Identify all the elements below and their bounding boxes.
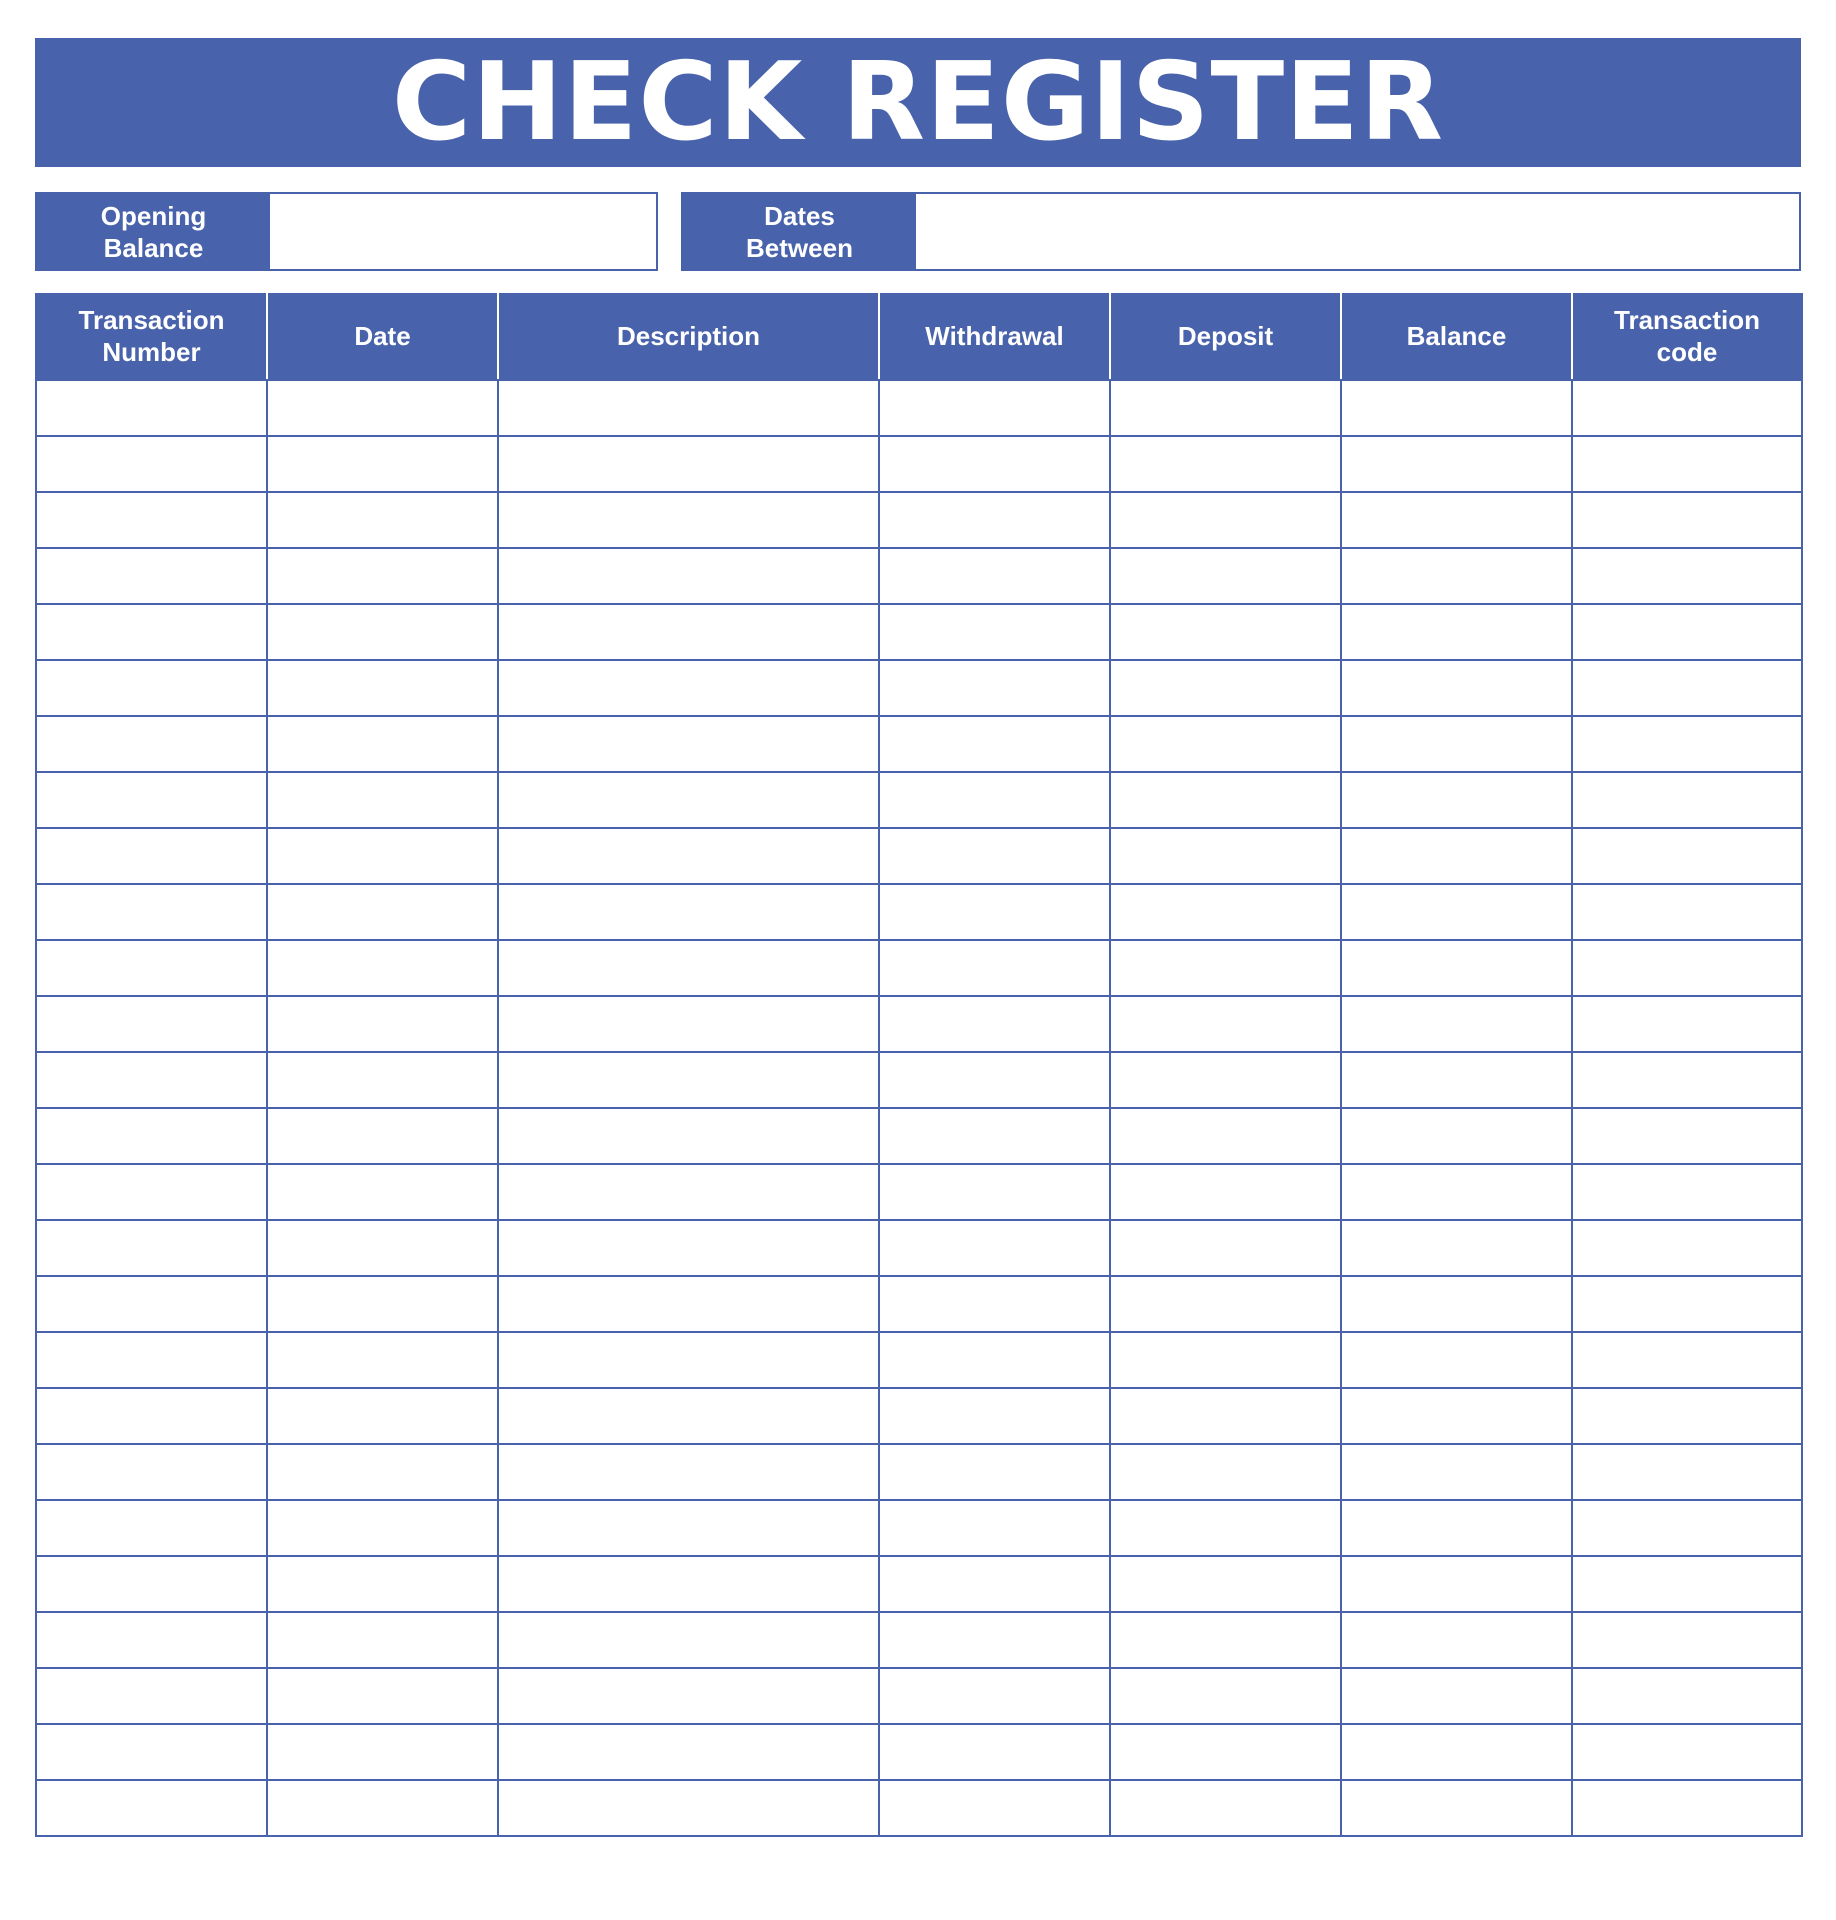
cell-withdrawal[interactable] (879, 1276, 1110, 1332)
cell-date[interactable] (267, 828, 498, 884)
cell-withdrawal[interactable] (879, 436, 1110, 492)
cell-balance[interactable] (1341, 884, 1572, 940)
dates-between-box (681, 192, 1801, 271)
table-row (36, 1780, 1802, 1836)
cell-date[interactable] (267, 1668, 498, 1724)
cell-balance[interactable] (1341, 828, 1572, 884)
opening-balance-label: Opening Balance (37, 194, 270, 269)
cell-withdrawal[interactable] (879, 1164, 1110, 1220)
table-row (36, 996, 1802, 1052)
cell-transaction-code[interactable] (1572, 1612, 1802, 1668)
cell-transaction-code[interactable] (1572, 660, 1802, 716)
table-row (36, 772, 1802, 828)
table-row (36, 1444, 1802, 1500)
cell-withdrawal[interactable] (879, 1780, 1110, 1836)
cell-date[interactable] (267, 1444, 498, 1500)
opening-balance-box (35, 192, 658, 271)
cell-description[interactable] (498, 1500, 879, 1556)
cell-description[interactable] (498, 716, 879, 772)
cell-withdrawal[interactable] (879, 1724, 1110, 1780)
cell-balance[interactable] (1341, 1612, 1572, 1668)
cell-date[interactable] (267, 1556, 498, 1612)
table-row (36, 828, 1802, 884)
cell-date[interactable] (267, 716, 498, 772)
cell-description[interactable] (498, 1444, 879, 1500)
cell-description[interactable] (498, 772, 879, 828)
cell-transaction-code[interactable] (1572, 1164, 1802, 1220)
cell-date[interactable] (267, 1276, 498, 1332)
cell-date[interactable] (267, 1780, 498, 1836)
table-row (36, 1164, 1802, 1220)
cell-balance[interactable] (1341, 548, 1572, 604)
cell-description[interactable] (498, 436, 879, 492)
cell-transaction-code[interactable] (1572, 996, 1802, 1052)
cell-deposit[interactable] (1110, 1276, 1341, 1332)
cell-transaction-code[interactable] (1572, 1444, 1802, 1500)
table-row (36, 1388, 1802, 1444)
page-title: CHECK REGISTER (391, 39, 1445, 165)
cell-balance[interactable] (1341, 1220, 1572, 1276)
cell-date[interactable] (267, 604, 498, 660)
cell-deposit[interactable] (1110, 1668, 1341, 1724)
table-row (36, 884, 1802, 940)
cell-balance[interactable] (1341, 1052, 1572, 1108)
cell-transaction-number[interactable] (36, 996, 267, 1052)
cell-transaction-number[interactable] (36, 1668, 267, 1724)
cell-deposit[interactable] (1110, 1724, 1341, 1780)
cell-deposit[interactable] (1110, 380, 1341, 436)
cell-date[interactable] (267, 380, 498, 436)
table-row (36, 940, 1802, 996)
cell-date[interactable] (267, 1612, 498, 1668)
table-row (36, 1500, 1802, 1556)
cell-description[interactable] (498, 996, 879, 1052)
cell-balance[interactable] (1341, 1388, 1572, 1444)
cell-transaction-code[interactable] (1572, 1108, 1802, 1164)
cell-description[interactable] (498, 1780, 879, 1836)
cell-transaction-number[interactable] (36, 1388, 267, 1444)
cell-withdrawal[interactable] (879, 380, 1110, 436)
cell-description[interactable] (498, 828, 879, 884)
cell-transaction-number[interactable] (36, 604, 267, 660)
cell-description[interactable] (498, 548, 879, 604)
cell-transaction-code[interactable] (1572, 604, 1802, 660)
cell-withdrawal[interactable] (879, 1444, 1110, 1500)
dates-between-field[interactable] (916, 194, 1799, 269)
cell-balance[interactable] (1341, 1444, 1572, 1500)
cell-deposit[interactable] (1110, 492, 1341, 548)
cell-deposit[interactable] (1110, 436, 1341, 492)
cell-transaction-code[interactable] (1572, 828, 1802, 884)
register-body (36, 380, 1802, 1836)
cell-deposit[interactable] (1110, 716, 1341, 772)
cell-transaction-number[interactable] (36, 1444, 267, 1500)
cell-transaction-code[interactable] (1572, 884, 1802, 940)
table-row (36, 1276, 1802, 1332)
cell-description[interactable] (498, 1052, 879, 1108)
cell-date[interactable] (267, 1052, 498, 1108)
cell-deposit[interactable] (1110, 996, 1341, 1052)
table-row (36, 1052, 1802, 1108)
cell-balance[interactable] (1341, 1500, 1572, 1556)
cell-transaction-number[interactable] (36, 436, 267, 492)
table-row (36, 1668, 1802, 1724)
cell-transaction-code[interactable] (1572, 1556, 1802, 1612)
cell-transaction-code[interactable] (1572, 380, 1802, 436)
cell-transaction-number[interactable] (36, 1164, 267, 1220)
cell-transaction-number[interactable] (36, 828, 267, 884)
cell-transaction-code[interactable] (1572, 716, 1802, 772)
cell-description[interactable] (498, 380, 879, 436)
register-table (35, 293, 1803, 1837)
cell-deposit[interactable] (1110, 1612, 1341, 1668)
cell-balance[interactable] (1341, 604, 1572, 660)
cell-description[interactable] (498, 660, 879, 716)
cell-transaction-code[interactable] (1572, 1724, 1802, 1780)
table-row (36, 660, 1802, 716)
cell-transaction-number[interactable] (36, 548, 267, 604)
cell-balance[interactable] (1341, 492, 1572, 548)
cell-transaction-code[interactable] (1572, 1052, 1802, 1108)
cell-withdrawal[interactable] (879, 1556, 1110, 1612)
cell-balance[interactable] (1341, 716, 1572, 772)
cell-withdrawal[interactable] (879, 1108, 1110, 1164)
cell-transaction-code[interactable] (1572, 1500, 1802, 1556)
cell-balance[interactable] (1341, 940, 1572, 996)
table-row (36, 1220, 1802, 1276)
cell-transaction-number[interactable] (36, 1052, 267, 1108)
cell-withdrawal[interactable] (879, 716, 1110, 772)
cell-date[interactable] (267, 1388, 498, 1444)
cell-deposit[interactable] (1110, 1220, 1341, 1276)
cell-transaction-number[interactable] (36, 1500, 267, 1556)
cell-description[interactable] (498, 1220, 879, 1276)
cell-description[interactable] (498, 940, 879, 996)
table-row (36, 492, 1802, 548)
cell-transaction-number[interactable] (36, 1780, 267, 1836)
cell-deposit[interactable] (1110, 1052, 1341, 1108)
table-row (36, 436, 1802, 492)
column-header-description: Description (498, 293, 879, 380)
cell-date[interactable] (267, 1500, 498, 1556)
cell-transaction-number[interactable] (36, 380, 267, 436)
cell-transaction-code[interactable] (1572, 548, 1802, 604)
cell-withdrawal[interactable] (879, 492, 1110, 548)
cell-deposit[interactable] (1110, 1164, 1341, 1220)
table-row (36, 604, 1802, 660)
cell-date[interactable] (267, 1164, 498, 1220)
cell-transaction-code[interactable] (1572, 940, 1802, 996)
cell-description[interactable] (498, 604, 879, 660)
column-header-transaction-code: Transaction code (1572, 293, 1802, 380)
cell-deposit[interactable] (1110, 548, 1341, 604)
cell-withdrawal[interactable] (879, 772, 1110, 828)
cell-description[interactable] (498, 1332, 879, 1388)
cell-transaction-number[interactable] (36, 1724, 267, 1780)
cell-transaction-number[interactable] (36, 660, 267, 716)
cell-balance[interactable] (1341, 1780, 1572, 1836)
cell-transaction-number[interactable] (36, 716, 267, 772)
cell-withdrawal[interactable] (879, 1500, 1110, 1556)
cell-balance[interactable] (1341, 1276, 1572, 1332)
cell-description[interactable] (498, 492, 879, 548)
cell-transaction-number[interactable] (36, 1220, 267, 1276)
cell-withdrawal[interactable] (879, 604, 1110, 660)
cell-deposit[interactable] (1110, 1332, 1341, 1388)
cell-transaction-number[interactable] (36, 492, 267, 548)
cell-description[interactable] (498, 1164, 879, 1220)
cell-date[interactable] (267, 1220, 498, 1276)
cell-withdrawal[interactable] (879, 660, 1110, 716)
cell-transaction-code[interactable] (1572, 436, 1802, 492)
cell-withdrawal[interactable] (879, 1668, 1110, 1724)
dates-between-label: Dates Between (683, 194, 916, 269)
column-header-balance: Balance (1341, 293, 1572, 380)
cell-balance[interactable] (1341, 436, 1572, 492)
cell-balance[interactable] (1341, 1164, 1572, 1220)
cell-transaction-number[interactable] (36, 772, 267, 828)
cell-transaction-code[interactable] (1572, 1220, 1802, 1276)
cell-balance[interactable] (1341, 1556, 1572, 1612)
cell-date[interactable] (267, 436, 498, 492)
cell-transaction-code[interactable] (1572, 1276, 1802, 1332)
cell-deposit[interactable] (1110, 1556, 1341, 1612)
cell-withdrawal[interactable] (879, 1612, 1110, 1668)
cell-transaction-code[interactable] (1572, 1332, 1802, 1388)
cell-deposit[interactable] (1110, 604, 1341, 660)
cell-deposit[interactable] (1110, 1444, 1341, 1500)
cell-withdrawal[interactable] (879, 1052, 1110, 1108)
cell-date[interactable] (267, 1724, 498, 1780)
cell-balance[interactable] (1341, 996, 1572, 1052)
cell-deposit[interactable] (1110, 772, 1341, 828)
cell-withdrawal[interactable] (879, 1332, 1110, 1388)
cell-transaction-number[interactable] (36, 1332, 267, 1388)
cell-transaction-code[interactable] (1572, 1388, 1802, 1444)
cell-description[interactable] (498, 1668, 879, 1724)
table-row (36, 716, 1802, 772)
cell-withdrawal[interactable] (879, 1220, 1110, 1276)
table-row (36, 1724, 1802, 1780)
cell-balance[interactable] (1341, 1668, 1572, 1724)
table-row (36, 1612, 1802, 1668)
cell-description[interactable] (498, 1388, 879, 1444)
cell-transaction-code[interactable] (1572, 1780, 1802, 1836)
cell-deposit[interactable] (1110, 940, 1341, 996)
cell-transaction-number[interactable] (36, 1556, 267, 1612)
cell-withdrawal[interactable] (879, 548, 1110, 604)
cell-transaction-code[interactable] (1572, 492, 1802, 548)
cell-date[interactable] (267, 940, 498, 996)
cell-date[interactable] (267, 996, 498, 1052)
cell-transaction-number[interactable] (36, 940, 267, 996)
cell-balance[interactable] (1341, 772, 1572, 828)
cell-date[interactable] (267, 492, 498, 548)
cell-deposit[interactable] (1110, 828, 1341, 884)
cell-description[interactable] (498, 884, 879, 940)
cell-balance[interactable] (1341, 1332, 1572, 1388)
cell-balance[interactable] (1341, 1724, 1572, 1780)
cell-date[interactable] (267, 1108, 498, 1164)
column-header-withdrawal: Withdrawal (879, 293, 1110, 380)
cell-deposit[interactable] (1110, 1780, 1341, 1836)
cell-description[interactable] (498, 1276, 879, 1332)
cell-deposit[interactable] (1110, 1500, 1341, 1556)
table-row (36, 1108, 1802, 1164)
cell-transaction-code[interactable] (1572, 1668, 1802, 1724)
cell-description[interactable] (498, 1556, 879, 1612)
column-header-date: Date (267, 293, 498, 380)
cell-deposit[interactable] (1110, 884, 1341, 940)
table-row (36, 380, 1802, 436)
table-header-row (36, 293, 1802, 380)
cell-transaction-number[interactable] (36, 1612, 267, 1668)
cell-description[interactable] (498, 1108, 879, 1164)
table-row (36, 1332, 1802, 1388)
cell-transaction-code[interactable] (1572, 772, 1802, 828)
cell-balance[interactable] (1341, 1108, 1572, 1164)
cell-date[interactable] (267, 660, 498, 716)
table-row (36, 1556, 1802, 1612)
cell-transaction-number[interactable] (36, 1276, 267, 1332)
cell-withdrawal[interactable] (879, 1388, 1110, 1444)
cell-description[interactable] (498, 1724, 879, 1780)
cell-balance[interactable] (1341, 380, 1572, 436)
column-header-transaction-number: Transaction Number (36, 293, 267, 380)
cell-date[interactable] (267, 1332, 498, 1388)
table-row (36, 548, 1802, 604)
cell-withdrawal[interactable] (879, 828, 1110, 884)
cell-deposit[interactable] (1110, 1388, 1341, 1444)
cell-date[interactable] (267, 772, 498, 828)
opening-balance-field[interactable] (270, 194, 656, 269)
cell-date[interactable] (267, 884, 498, 940)
cell-withdrawal[interactable] (879, 996, 1110, 1052)
cell-transaction-number[interactable] (36, 884, 267, 940)
cell-balance[interactable] (1341, 660, 1572, 716)
cell-description[interactable] (498, 1612, 879, 1668)
cell-deposit[interactable] (1110, 660, 1341, 716)
cell-date[interactable] (267, 548, 498, 604)
cell-deposit[interactable] (1110, 1108, 1341, 1164)
cell-transaction-number[interactable] (36, 1108, 267, 1164)
title-banner (35, 38, 1801, 167)
column-header-deposit: Deposit (1110, 293, 1341, 380)
cell-withdrawal[interactable] (879, 940, 1110, 996)
cell-withdrawal[interactable] (879, 884, 1110, 940)
